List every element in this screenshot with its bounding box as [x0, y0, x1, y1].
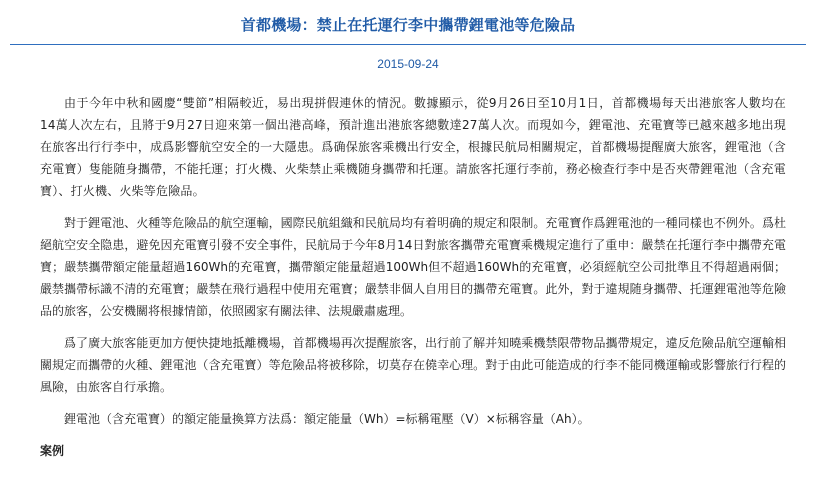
paragraph-1: 由于今年中秋和國慶“雙節”相隔較近，易出現拼假連休的情況。數據顯示，從9月26日至10月1日，首都機場每天出港旅客人數均在14萬人次左右，且將于9月27日迎來第一個出港高峰，預計進出港旅客總數達27萬人次。而現如今，鋰電池、充電寶等已越來越多地出現在旅客出行行李中，成爲影響航空安全的一大隱患。爲确保旅客乘機出行安全，根據民航局相關規定，首都機場提醒廣大旅客，鋰電池（含充電寶）隻能随身攜帶，不能托運；打火機、火柴禁止乘機随身攜帶和托運。請旅客托運行李前，務必檢查行李中是否夾帶鋰電池（含充電寶）、打火機、火柴等危險品。: [40, 96, 786, 198]
article-body: [40, 92, 786, 462]
paragraph-4: 鋰電池（含充電寶）的額定能量換算方法爲：額定能量（Wh）=标稱電壓（V）×标稱容量（Ah）。: [64, 412, 590, 426]
article-title: 首都機場：禁止在托運行李中攜帶鋰電池等危險品: [240, 16, 576, 34]
title-divider: [10, 44, 806, 45]
case-heading: 案例: [40, 444, 65, 458]
paragraph-2: 對于鋰電池、火種等危險品的航空運輸，國際民航組織和民航局均有着明确的規定和限制。充電寶作爲鋰電池的一種同樣也不例外。爲杜絕航空安全隐患，避免因充電寶引發不安全事件，民航局于今年8月14日對旅客攜帶充電寶乘機規定進行了重申：嚴禁在托運行李中攜帶充電寶；嚴禁攜帶額定能量超過160Wh的充電寶，攜帶額定能量超過100Wh但不超過160Wh的充電寶，必須經航空公司批準且不得超過兩個；嚴禁攜帶标識不清的充電寶；嚴禁在飛行過程中使用充電寶；嚴禁非個人自用目的攜帶充電寶。此外，對于違規随身攜帶、托運鋰電池等危險品的旅客，公安機關将根據情節，依照國家有關法律、法規嚴肅處理。: [40, 216, 786, 318]
publish-date: 2015-09-24: [377, 57, 439, 71]
paragraph-3: 爲了廣大旅客能更加方便快捷地抵離機場，首都機場再次提醒旅客，出行前了解并知曉乘機禁限帶物品攜帶規定，違反危險品航空運輸相關規定而攜帶的火種、鋰電池（含充電寶）等危險品将被移除，切莫存在僥幸心理。對于由此可能造成的行李不能同機運輸或影響旅行行程的風險，由旅客自行承擔。: [40, 336, 786, 394]
